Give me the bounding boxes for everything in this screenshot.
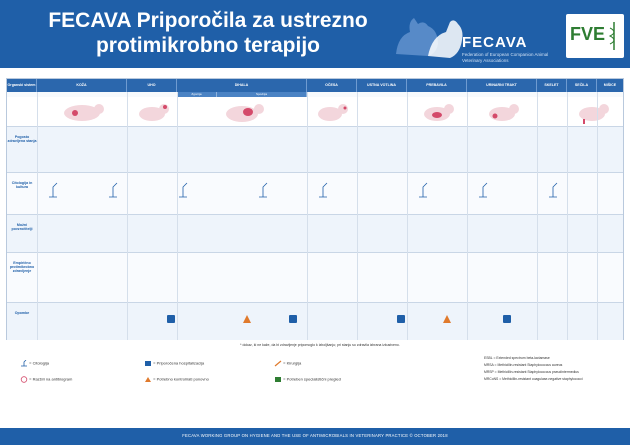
fecava-logo-subtitle: Federation of European Companion Animal Veterinary Associations	[462, 52, 549, 63]
column-divider	[37, 92, 38, 340]
column-divider	[307, 92, 308, 340]
column-divider	[127, 92, 128, 340]
legend-recheck-label: = Potrebno kontrolirati ponovno	[153, 376, 209, 382]
fecava-logo	[462, 34, 552, 63]
abbrev-esbl: ESBL = Extended spectrum beta-lactamase	[484, 356, 550, 360]
table-footnote: * dokaz, ki ne kaže, da bi zdravljenje pripomoglo k izboljšanju; pri stanju so zdravila izbrana izkustveno.	[240, 343, 400, 347]
footer-banner	[0, 428, 630, 445]
legend-cytology	[20, 360, 49, 367]
table-header-row	[7, 79, 623, 92]
dog-musculoskeletal-illustration-icon	[572, 101, 612, 125]
header-eye: OČESA	[307, 79, 357, 92]
header-urinary: URINARNI TRAKT	[467, 79, 537, 92]
header-organ-system: Organski sistem	[7, 79, 37, 92]
page-title: FECAVA Priporočila za ustrezno protimikrobno terapijo	[48, 9, 368, 57]
header-skin: KOŽA	[37, 79, 127, 92]
caduceus-icon	[608, 20, 620, 52]
row-label-conditions: Pogosto zdravljena stanja	[7, 135, 37, 143]
dog-skin-illustration-icon	[47, 101, 117, 125]
row-common-conditions	[7, 127, 623, 173]
legend-hospitalization	[144, 360, 204, 367]
row-label-notes: Opombe	[14, 311, 30, 315]
microscope-icon-row	[47, 179, 607, 203]
header-sec: SEČILA	[567, 79, 597, 92]
row-pathogens	[7, 215, 623, 253]
legend-cytology-label: = Citologija	[29, 360, 50, 366]
footer-text: FECAVA WORKING GROUP ON HYGIENE AND THE USE OF ANTIMICROBIALS IN VETERINARY PRACTICE © OCTOBER 2018	[182, 433, 448, 438]
dog-respiratory-illustration-icon	[212, 101, 272, 125]
row-label-pathogens: Možni povzročitelji	[11, 223, 33, 231]
dog-urinary-illustration-icon	[482, 101, 522, 125]
dog-gi-illustration-icon	[417, 101, 457, 125]
column-divider	[407, 92, 408, 340]
row-empirical-therapy	[7, 253, 623, 303]
hospital-icon	[144, 360, 152, 367]
abbrev-mrsa: MRSA = Methicillin-resistant Staphylococcus aureus	[484, 363, 563, 367]
column-divider	[357, 92, 358, 340]
header-gi: PREBAVILA	[407, 79, 467, 92]
header-respiratory: DIHALA	[177, 79, 307, 92]
specialist-icon	[274, 376, 282, 383]
subheader-upper: Zgornja	[177, 92, 217, 97]
column-divider	[467, 92, 468, 340]
column-divider	[537, 92, 538, 340]
hospitalization-icon-row	[67, 309, 607, 335]
dog-eye-illustration-icon	[312, 101, 352, 125]
fve-logo	[566, 14, 624, 58]
legend-specialist-label: = Potreben specialistični pregled	[283, 376, 341, 382]
legend-specialist	[274, 376, 341, 383]
fecava-logo-text: FECAVA	[462, 34, 528, 51]
column-divider	[567, 92, 568, 340]
microscope-icon	[20, 360, 28, 367]
legend-surgery	[274, 360, 301, 367]
animal-illustration-row	[7, 97, 623, 127]
culture-plate-icon	[20, 376, 28, 383]
header-ear: UHO	[127, 79, 177, 92]
abbrev-mrcons: MRCoNS = Methicillin-resistant coagulase-negative staphylococci	[484, 377, 583, 381]
fve-logo-text: FVE	[570, 24, 606, 44]
column-divider	[177, 92, 178, 340]
abbrev-mrsp: MRSP = Methicillin-resistant Staphylococcus pseudintermedius	[484, 370, 579, 374]
legend-antibiogram	[20, 376, 72, 383]
header-banner	[0, 0, 630, 68]
legend-antibiogram-label: = Razširi na antibiogram	[29, 376, 73, 382]
column-divider	[597, 92, 598, 340]
cat-dog-silhouette-icon	[388, 6, 468, 62]
dog-ear-illustration-icon	[132, 101, 172, 125]
row-label-cytology: Citologija in kultura	[11, 181, 33, 189]
legend	[14, 354, 616, 406]
row-label-empirical: Empirično protimikrobno zdravljenje	[9, 261, 35, 273]
header-oral: USTNA VOTLINA	[357, 79, 407, 92]
scalpel-icon	[274, 360, 282, 367]
guideline-table	[6, 78, 624, 340]
header-muscle: MIŠICE	[603, 83, 617, 87]
subheader-lower: Spodnja	[217, 92, 307, 97]
legend-hospitalization-label: = Priporočena hospitalizacija	[153, 360, 205, 366]
recheck-icon	[144, 376, 152, 383]
legend-recheck	[144, 376, 209, 383]
legend-surgery-label: = Kirurgija	[283, 360, 302, 366]
header-skeletal: SKELET	[537, 79, 567, 92]
